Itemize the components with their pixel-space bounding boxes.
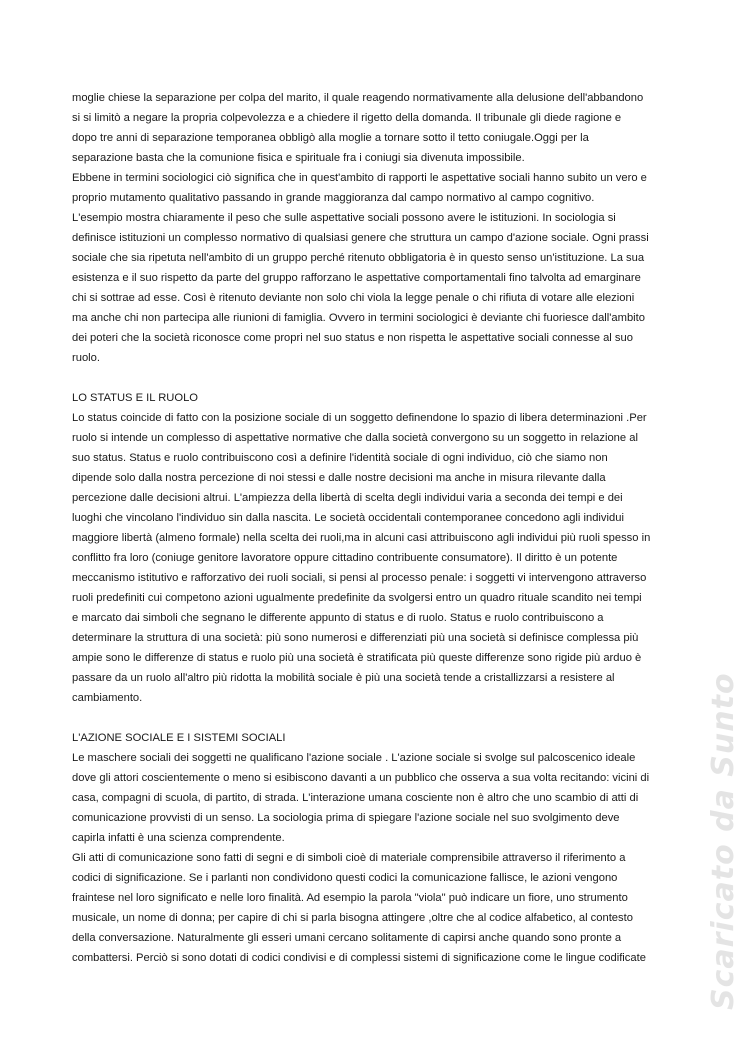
text-line: ruolo si intende un complesso di aspettative normative che dalla società convergono su un soggetto in relazione al bbox=[72, 432, 638, 444]
text-line: meccanismo istitutivo e rafforzativo dei ruoli sociali, si pensi al processo penale: i soggetti vi intervengono attraverso bbox=[72, 572, 647, 584]
text-line: sociale che sia ripetuta nell'ambito di un gruppo perché ritenuto obbligatoria è in questo senso un'istituzione. La sua bbox=[72, 252, 645, 264]
text-line: Gli atti di comunicazione sono fatti di segni e di simboli cioè di materiale comprensibile attraverso il riferimento a bbox=[72, 852, 626, 864]
text-line: luoghi che vincolano l'individuo sin dalla nascita. Le società occidentali contemporanee concedono agli individui bbox=[72, 512, 624, 524]
text-line: della conversazione. Naturalmente gli esseri umani cercano solitamente di capirsi anche quando sono pronte a bbox=[72, 932, 622, 944]
text-line: proprio mutamento qualitativo passando in grande maggioranza dal campo normativo al campo cognitivo. bbox=[72, 192, 595, 204]
text-line: L'esempio mostra chiaramente il peso che sulle aspettative sociali possono avere le istituzioni. In sociologia si bbox=[72, 212, 616, 224]
paragraph-intro bbox=[72, 88, 680, 368]
text-line: definisce istituzioni un complesso normativo di qualsiasi genere che struttura un campo d'azione sociale. Ogni prassi bbox=[72, 232, 649, 244]
text-line: fraintese nel loro significato e nelle loro finalità. Ad esempio la parola "viola" può indicare un fiore, uno strumento bbox=[72, 892, 628, 904]
text-line: si si limitò a negare la propria colpevolezza e a chiedere il rigetto della domanda. Il tribunale gli diede ragione e bbox=[72, 112, 622, 124]
text-line: passare da un ruolo all'altro più ridotta la mobilità sociale è più una società tende a cristallizzarsi a resistere al bbox=[72, 672, 615, 684]
text-line: ma anche chi non partecipa alle riunioni di famiglia. Ovvero in termini sociologici è deviante chi fuoriesce dall'ambito bbox=[72, 312, 645, 324]
text-line: separazione basta che la comunione fisica e spirituale fra i coniugi sia divenuta impossibile. bbox=[72, 152, 525, 164]
text-line: ampie sono le differenze di status e ruolo più una società è stratificata più queste differenze sono rigide più arduo è bbox=[72, 652, 642, 664]
text-line: dove gli attori coscientemente o meno si esibiscono davanti a un pubblico che osserva a sua volta recitando: vicini di bbox=[72, 772, 650, 784]
paragraph-gap bbox=[72, 368, 680, 388]
text-line: maggiore libertà (almeno formale) nella scelta dei ruoli,ma in alcuni casi attribuiscono agli individui più ruoli spesso in bbox=[72, 532, 651, 544]
text-line: suo status. Status e ruolo contribuiscono così a definire l'identità sociale di ogni individuo, ciò che siamo non bbox=[72, 452, 608, 464]
section-heading-status-ruolo: LO STATUS E IL RUOLO bbox=[72, 392, 198, 404]
text-line: Ebbene in termini sociologici ciò significa che in quest'ambito di rapporti le aspettative sociali hanno subito un vero e bbox=[72, 172, 647, 184]
text-line: dopo tre anni di separazione temporanea obbligò alla moglie a tornare sotto il tetto coniugale.Oggi per la bbox=[72, 132, 589, 144]
text-line: musicale, un nome di donna; per capire di chi si parla bisogna attingere ,oltre che al codice alfabetico, al contesto bbox=[72, 912, 633, 924]
watermark bbox=[684, 540, 741, 1010]
text-line: conflitto fra loro (coniuge genitore lavoratore oppure cittadino contribuente consumatore). Il diritto è un potente bbox=[72, 552, 618, 564]
text-line: comunicazione provvisti di un senso. La sociologia prima di spiegare l'azione sociale nel suo svolgimento deve bbox=[72, 812, 620, 824]
text-line: casa, compagni di scuola, di partito, di strada. L'interazione umana cosciente non è altro che uno scambio di atti di bbox=[72, 792, 639, 804]
text-line: moglie chiese la separazione per colpa del marito, il quale reagendo normativamente alla delusione dell'abbandono bbox=[72, 92, 644, 104]
watermark-text: Scaricato da Sunto bbox=[706, 672, 741, 1010]
text-line: ruoli predefiniti cui competono azioni ugualmente predefinite da svolgersi entro un quadro rituale scandito nei tempi bbox=[72, 592, 642, 604]
text-line: cambiamento. bbox=[72, 692, 143, 704]
text-line: percezione dalle decisioni altrui. L'ampiezza della libertà di scelta degli individui varia a seconda dei tempi e dei bbox=[72, 492, 623, 504]
text-line: ruolo. bbox=[72, 352, 100, 364]
text-line: dipende solo dalla nostra percezione di noi stessi e dalle nostre decisioni ma anche in misura rilevante dalla bbox=[72, 472, 606, 484]
text-line: codici di significazione. Se i parlanti non condividono questi codici la comunicazione fallisce, le azioni vengono bbox=[72, 872, 618, 884]
paragraph-gap bbox=[72, 708, 680, 728]
text-line: e marcato dai simboli che segnano le differente appunto di status e di ruolo. Status e ruolo contribuiscono a bbox=[72, 612, 604, 624]
text-line: esistenza e il suo rispetto da parte del gruppo rafforzano le aspettative comportamentali fino talvolta ad emarginare bbox=[72, 272, 641, 284]
text-line: Le maschere sociali dei soggetti ne qualificano l'azione sociale . L'azione sociale si svolge sul palcoscenico ideale bbox=[72, 752, 636, 764]
section-heading-azione-sociale: L'AZIONE SOCIALE E I SISTEMI SOCIALI bbox=[72, 732, 286, 744]
text-line: determinare la struttura di una società: più sono numerosi e differenziati più una società si definisce complessa più bbox=[72, 632, 639, 644]
paragraph-azione-sociale bbox=[72, 748, 680, 968]
text-line: dei poteri che la società riconosce come propri nel suo status e non rispetta le aspettative sociali connesse al suo bbox=[72, 332, 633, 344]
text-line: combattersi. Perciò si sono dotati di codici condivisi e di complessi sistemi di significazione come le lingue codificate bbox=[72, 952, 646, 964]
document-page bbox=[72, 88, 680, 968]
paragraph-status-ruolo bbox=[72, 408, 680, 708]
text-line: Lo status coincide di fatto con la posizione sociale di un soggetto definendone lo spazio di libera determinazioni .Per bbox=[72, 412, 647, 424]
text-line: chi si sottrae ad esse. Così è ritenuto deviante non solo chi viola la legge penale o chi rifiuta di votare alle elezioni bbox=[72, 292, 635, 304]
text-line: capirla infatti è una scienza comprendente. bbox=[72, 832, 285, 844]
